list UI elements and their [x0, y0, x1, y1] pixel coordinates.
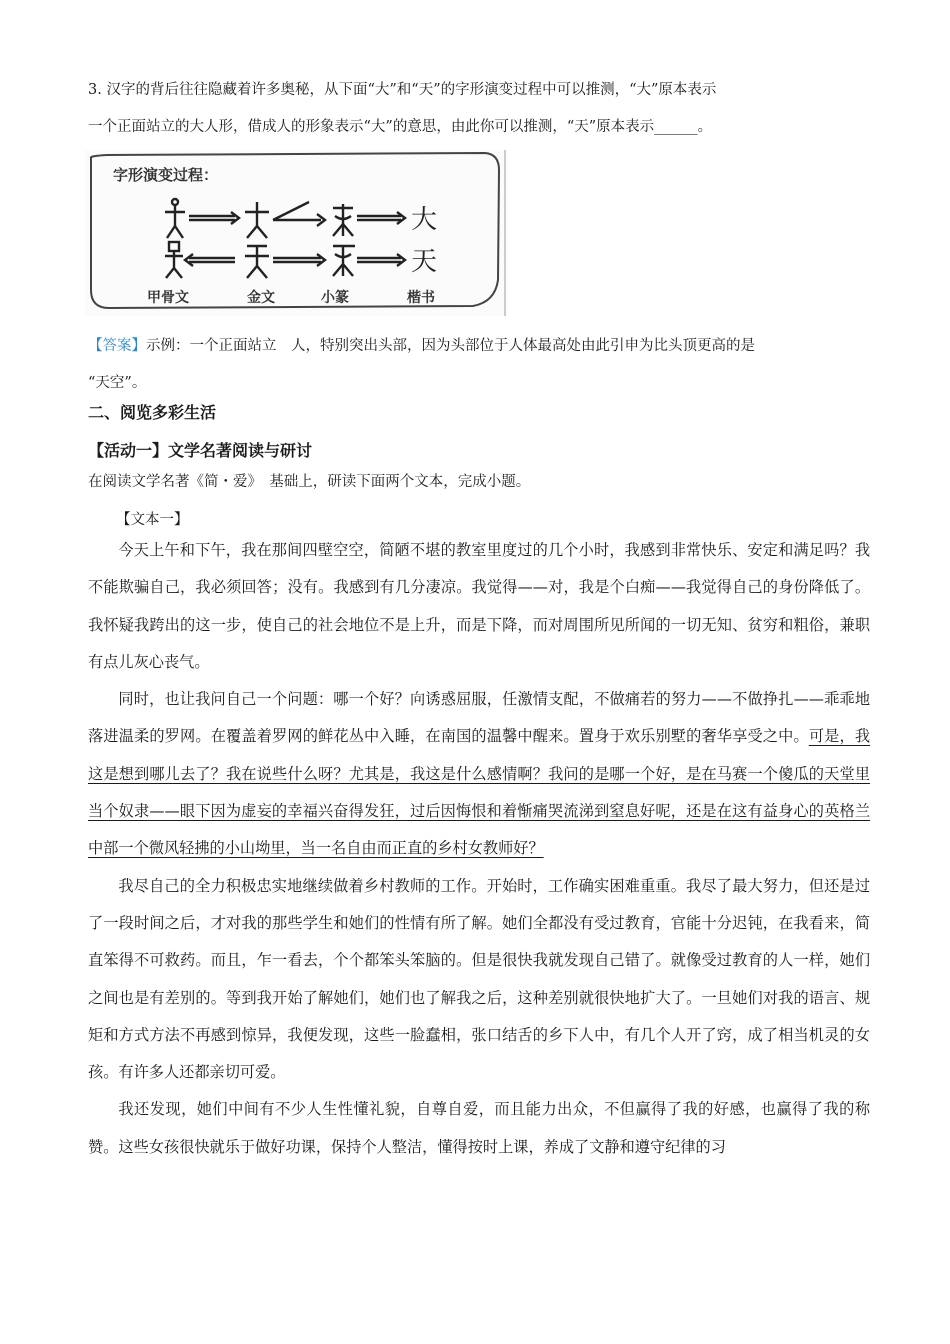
text-one-label: 【文本一】	[116, 512, 189, 528]
regular-tian-glyph: 天	[411, 247, 438, 277]
answer-text: 示例：一个正面站立 人，特别突出头部，因为头部位于人体最高处由此引申为比头顶更高的是	[146, 338, 755, 354]
paragraph-2	[88, 681, 870, 867]
glyph-evolution-image	[85, 150, 507, 316]
figure-title: 字形演变过程：	[113, 166, 219, 184]
label-oracle: 甲骨文	[147, 290, 189, 306]
activity-intro: 在阅读文学名著《简・爱》 基础上，研读下面两个文本，完成小题。	[88, 474, 531, 490]
paragraph-1: 今天上午和下午，我在那间四壁空空，简陋不堪的教室里度过的几个小时，我感到非常快乐、安定和满足吗？我不能欺骗自己，我必须回答；没有。我感到有几分凄凉。我觉得——对，我是个白痴——我觉得自己的身份降低了。我怀疑我跨出的这一步，使自己的社会地位不是上升，而是下降，而对周围所见所闻的一切无知、贫穷和粗俗，兼职有点儿灰心丧气。	[88, 541, 870, 671]
underlined-passage: 可是，我这是想到哪儿去了？我在说些什么呀？尤其是，我这是什么感情啊？我问的是哪一个好，是在马赛一个傻瓜的天堂里当个奴隶——眼下因为虚妄的幸福兴奋得发狂，过后因悔恨和着惭痛哭流涕到窒息好呢，还是在这有益身心的英格兰中部一个微风轻拂的小山坳里，当一名自由而正直的乡村女教师好？	[88, 727, 871, 858]
paragraph-3: 我尽自己的全力积极忠实地继续做着乡村教师的工作。开始时，工作确实困难重重。我尽了最大努力，但还是过了一段时间之后，才对我的那些学生和她们的性情有所了解。她们全都没有受过教育，官能十分迟钝，在我看来，简直笨得不可救药。而且，乍一看去，个个都笨头笨脑的。但是很快我就发现自己错了。就像受过教育的人一样，她们之间也是有差别的。等到我开始了解她们，她们也了解我之后，这种差别就很快地扩大了。一旦她们对我的语言、规矩和方式方法不再感到惊异，我便发现，这些一脸蠢相，张口结舌的乡下人中，有几个人开了窍，成了相当机灵的女孩。有许多人还都亲切可爱。	[88, 876, 870, 1082]
answer-tag: 【答案】	[88, 338, 146, 354]
glyph-evolution-figure	[85, 150, 507, 316]
label-regular: 楷书	[407, 290, 435, 306]
answer-line-2: “天空”。	[88, 375, 147, 391]
question-number: 3.	[88, 82, 102, 98]
label-seal: 小篆	[321, 290, 349, 306]
label-bronze: 金文	[247, 290, 275, 306]
paragraph-2-text: 同时，也让我问自己一个问题：哪一个好？向诱惑屈服，任激情支配，不做痛若的努力——不做挣扎——乖乖地落进温柔的罗网。在覆盖着罗网的鲜花丛中入睡，在南国的温馨中醒来。置身于欢乐别墅的奢华享受之中。	[88, 690, 870, 746]
section-heading: 二、阅览多彩生活	[88, 403, 217, 422]
question-line-1-text: 汉字的背后往往隐藏着许多奥秘，从下面“大”和“天”的字形演变过程中可以推测，“大”原本表示	[106, 82, 717, 98]
activity-heading: 【活动一】文学名著阅读与研讨	[88, 441, 313, 460]
answer-block	[88, 328, 868, 402]
text-one-body	[88, 532, 870, 1166]
question-text	[88, 72, 868, 146]
question-line-1	[88, 72, 868, 109]
paragraph-4: 我还发现，她们中间有不少人生性懂礼貌，自尊自爱，而且能力出众，不但赢得了我的好感，也赢得了我的称赞。这些女孩很快就乐于做好功课，保持个人整洁，懂得按时上课，养成了文静和遵守纪律的习	[88, 1100, 870, 1156]
answer-line-1	[88, 328, 868, 365]
regular-da-glyph: 大	[411, 205, 438, 235]
question-line-2: 一个正面站立的大人形，借成人的形象表示“大”的意思，由此你可以推测，“天”原本表示______。	[88, 119, 713, 135]
